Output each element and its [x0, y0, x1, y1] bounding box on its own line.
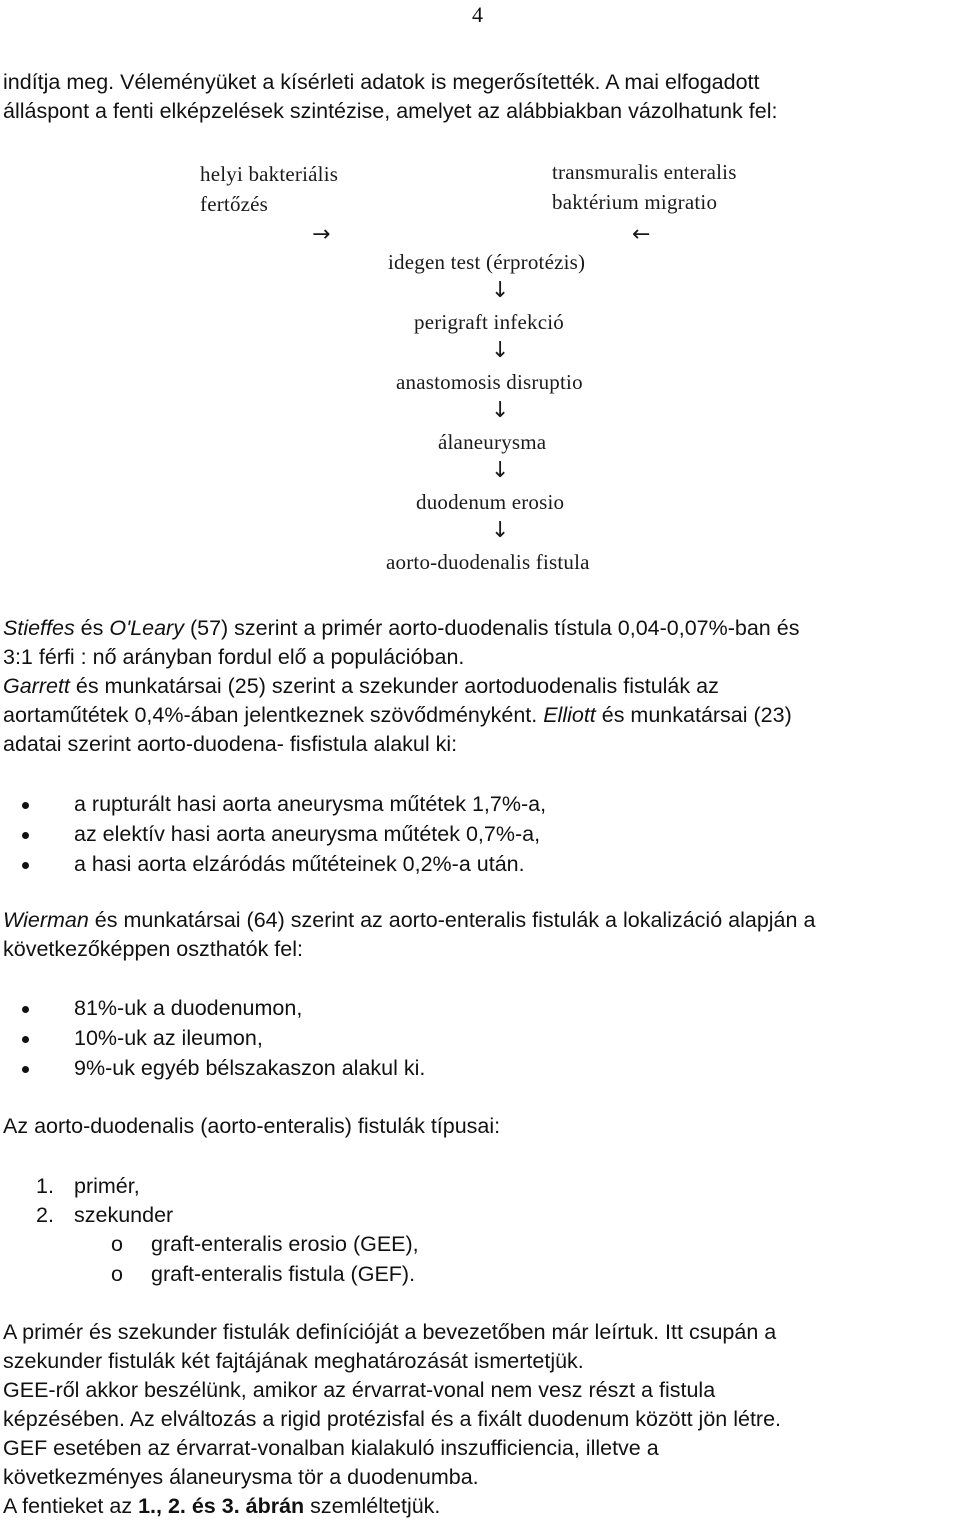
author-oleary: O'Leary [109, 616, 184, 640]
bullet-icon [22, 862, 29, 869]
bullet-icon [22, 1006, 29, 1013]
para3-line-6: következményes álaneurysma tör a duodenumba. [3, 1465, 479, 1489]
para3-line-4: képzésében. Az elváltozás a rigid protézisfal és a fixált duodenum között jön létre. [3, 1407, 782, 1431]
figure-reference: 1., 2. és 3. ábrán [138, 1494, 305, 1518]
bullet-list-wierman [0, 994, 955, 1084]
bullet-icon [22, 802, 29, 809]
types-heading: Az aorto-duodenalis (aorto-enteralis) fistulák típusai: [3, 1114, 501, 1138]
para1-line-2: 3:1 férfi : nő arányban fordul elő a populációban. [3, 645, 465, 669]
para1-text-3: és munkatársai (25) szerint a szekunder aortoduodenalis fistulák az [69, 674, 719, 698]
bullet-icon [22, 1066, 29, 1073]
para3-line-7 [3, 1492, 958, 1521]
author-wierman: Wierman [3, 908, 89, 932]
diagram-right-line-1: transmuralis enteralis [552, 160, 737, 184]
bullet-icon [22, 1036, 29, 1043]
diagram-step-anastomosis-disruption: anastomosis disruptio [396, 370, 583, 394]
list-item [0, 994, 955, 1024]
para3-line-3: GEE-ről akkor beszélünk, amikor az érvarrat-vonal nem vesz részt a fistula [3, 1378, 716, 1402]
diagram-arrow-down-3: ↓ [491, 398, 510, 423]
list-item-text: a rupturált hasi aorta aneurysma műtétek 1,7%-a, [74, 792, 547, 816]
diagram-step-aorto-duodenal-fistula: aorto-duodenalis fistula [386, 550, 590, 574]
diagram-step-duodenum-erosion: duodenum erosio [416, 490, 565, 514]
page-number: 4 [472, 2, 483, 27]
list-item-text: 10%-uk az ileumon, [74, 1026, 263, 1050]
paragraph-localization [3, 906, 958, 964]
para3-line-1: A primér és szekunder fistulák definícióját a bevezetőben már leírtuk. Itt csupán a [3, 1320, 777, 1344]
para1-text-4b: és munkatársai (23) [595, 703, 792, 727]
subtype-gef: graft-enteralis fistula (GEF). [151, 1262, 416, 1286]
types-list [0, 1172, 955, 1292]
para2-line-1 [3, 906, 958, 935]
para2-line-2: következőképpen oszthatók fel: [3, 937, 303, 961]
bullet-list-elliott [0, 790, 955, 880]
para3-line-5: GEF esetében az érvarrat-vonalban kialakuló inszufficiencia, illetve a [3, 1436, 659, 1460]
para1-line-5: adatai szerint aorto-duodena- fisfistula alakul ki: [3, 732, 458, 756]
type-number-2: 2. [36, 1203, 54, 1227]
para3-text-7c: szemléltetjük. [304, 1494, 441, 1518]
para1-line-4 [3, 701, 958, 730]
author-elliott: Elliott [543, 703, 596, 727]
list-item [0, 850, 955, 880]
para1-text-1: (57) szerint a primér aorto-duodenalis tístula 0,04-0,07%-ban és [183, 616, 800, 640]
diagram-left-line-1: helyi bakteriális [200, 162, 339, 186]
author-stieffes: Stieffes [3, 616, 75, 640]
diagram-arrow-down-5: ↓ [491, 518, 510, 543]
author-garrett: Garrett [3, 674, 70, 698]
type-primary: primér, [74, 1174, 140, 1198]
diagram-step-perigraft-infection: perigraft infekció [414, 310, 564, 334]
list-item-text: az elektív hasi aorta aneurysma műtétek 0,7%-a, [74, 822, 541, 846]
diagram-right-line-2: baktérium migratio [552, 190, 718, 214]
intro-line-2: álláspont a fenti elképzelések szintézise, amelyet az alábbiakban vázolhatunk fel: [3, 99, 778, 123]
sub-bullet-icon: o [111, 1262, 123, 1286]
diagram-arrow-down-2: ↓ [491, 338, 510, 363]
intro-paragraph [3, 68, 958, 126]
diagram-arrow-left: ← [632, 222, 651, 247]
type-secondary: szekunder [74, 1203, 174, 1227]
list-item [0, 1024, 955, 1054]
para3-line-2: szekunder fistulák két fajtájának meghatározását ismertetjük. [3, 1349, 584, 1373]
diagram-arrow-right: → [312, 222, 331, 247]
para2-text-1: és munkatársai (64) szerint az aorto-enteralis fistulák a lokalizáció alapján a [88, 908, 816, 932]
list-item [0, 820, 955, 850]
intro-line-1: indítja meg. Véleményüket a kísérleti adatok is megerősítették. A mai elfogadott [3, 70, 760, 94]
paragraph-definitions [3, 1318, 958, 1521]
list-item-text: 9%-uk egyéb bélszakaszon alakul ki. [74, 1056, 426, 1080]
diagram-arrow-down-1: ↓ [491, 278, 510, 303]
list-item [0, 1054, 955, 1084]
diagram-step-pseudoaneurysm: álaneurysma [438, 430, 547, 454]
sub-bullet-icon: o [111, 1232, 123, 1256]
diagram-arrow-down-4: ↓ [491, 458, 510, 483]
type-number-1: 1. [36, 1174, 54, 1198]
para1-text-4a: aortaműtétek 0,4%-ában jelentkeznek szövődményként. [3, 703, 544, 727]
list-item [0, 790, 955, 820]
para1-line-1 [3, 614, 958, 643]
diagram-left-line-2: fertőzés [200, 192, 269, 216]
para1-line-3 [3, 672, 958, 701]
list-item-text: a hasi aorta elzáródás műtéteinek 0,2%-a után. [74, 852, 525, 876]
paragraph-epidemiology [3, 614, 958, 759]
diagram-step-foreign-body: idegen test (érprotézis) [388, 250, 586, 274]
para1-and: és [74, 616, 110, 640]
bullet-icon [22, 832, 29, 839]
pathogenesis-diagram [180, 158, 800, 588]
para3-text-7a: A fentieket az [3, 1494, 139, 1518]
subtype-gee: graft-enteralis erosio (GEE), [151, 1232, 419, 1256]
list-item-text: 81%-uk a duodenumon, [74, 996, 303, 1020]
